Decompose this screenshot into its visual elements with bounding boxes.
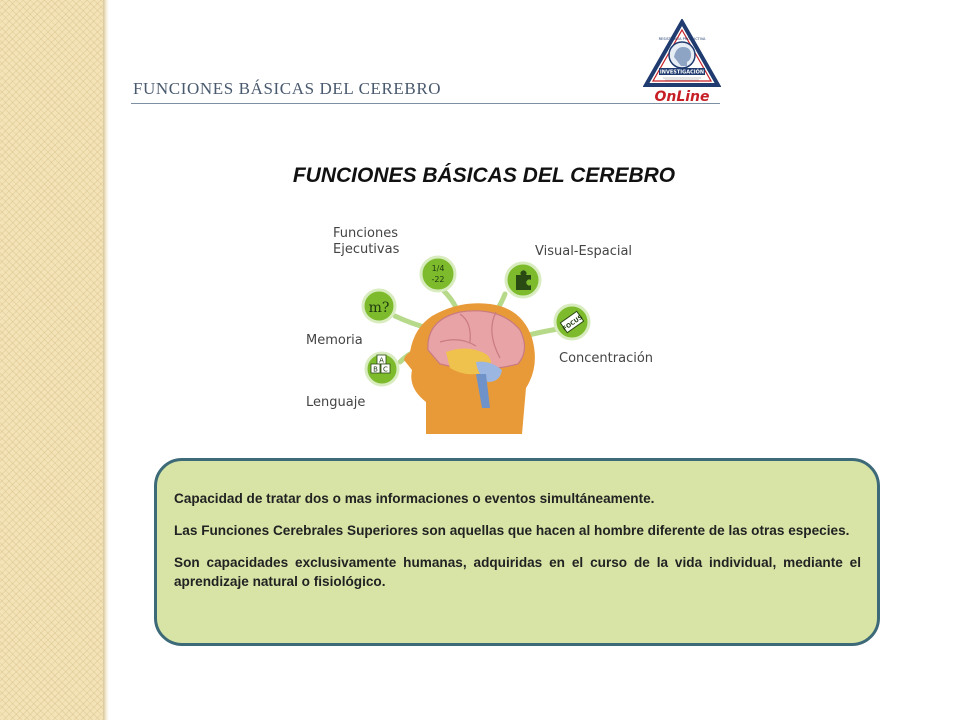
label-ejecutivas: Ejecutivas: [333, 242, 400, 257]
abc-blocks-icon: [366, 353, 398, 385]
info-paragraph: Son capacidades exclusivamente humanas, adquiridas en el curso de la vida individual, mediante el aprendizaje natural o fisiológico.: [174, 555, 861, 589]
svg-text:B: B: [373, 365, 378, 374]
focus-icon: [555, 305, 589, 339]
header-title: FUNCIONES BÁSICAS DEL CEREBRO: [133, 79, 442, 98]
info-box: [154, 458, 880, 646]
brain-functions-diagram: [300, 212, 680, 440]
investigacion-online-logo: [643, 19, 721, 105]
svg-text:A: A: [379, 356, 384, 365]
svg-text:1/4: 1/4: [431, 264, 445, 273]
svg-text:FOCUS: FOCUS: [561, 313, 585, 333]
svg-text:C: C: [383, 365, 388, 374]
decorative-side-strip: [0, 0, 103, 720]
info-paragraph: Las Funciones Cerebrales Superiores son aquellas que hacen al hombre diferente de las otras especies.: [174, 523, 850, 538]
slide-title: FUNCIONES BÁSICAS DEL CEREBRO: [292, 164, 676, 187]
side-strip-edge: [103, 0, 109, 720]
label-memoria: Memoria: [306, 333, 363, 348]
label-funciones: Funciones: [333, 226, 398, 241]
puzzle-icon: [506, 263, 540, 297]
svg-text:m?: m?: [368, 300, 390, 316]
ejecutivas-icon: [421, 257, 455, 291]
header-divider: [131, 103, 720, 104]
label-visual-espacial: Visual-Espacial: [535, 244, 633, 259]
logo-wordmark: OnLine: [654, 89, 710, 105]
logo-band-text: INVESTIGACIÓN: [659, 69, 705, 76]
logo-ring-text: RESISTENCIA PRODUCTIVA: [658, 37, 706, 41]
info-paragraph: Capacidad de tratar dos o mas informaciones o eventos simultáneamente.: [174, 491, 655, 506]
memoria-icon: [363, 290, 395, 322]
label-lenguaje: Lenguaje: [306, 395, 366, 410]
label-concentracion: Concentración: [559, 351, 654, 366]
svg-text:-22: -22: [431, 275, 445, 284]
